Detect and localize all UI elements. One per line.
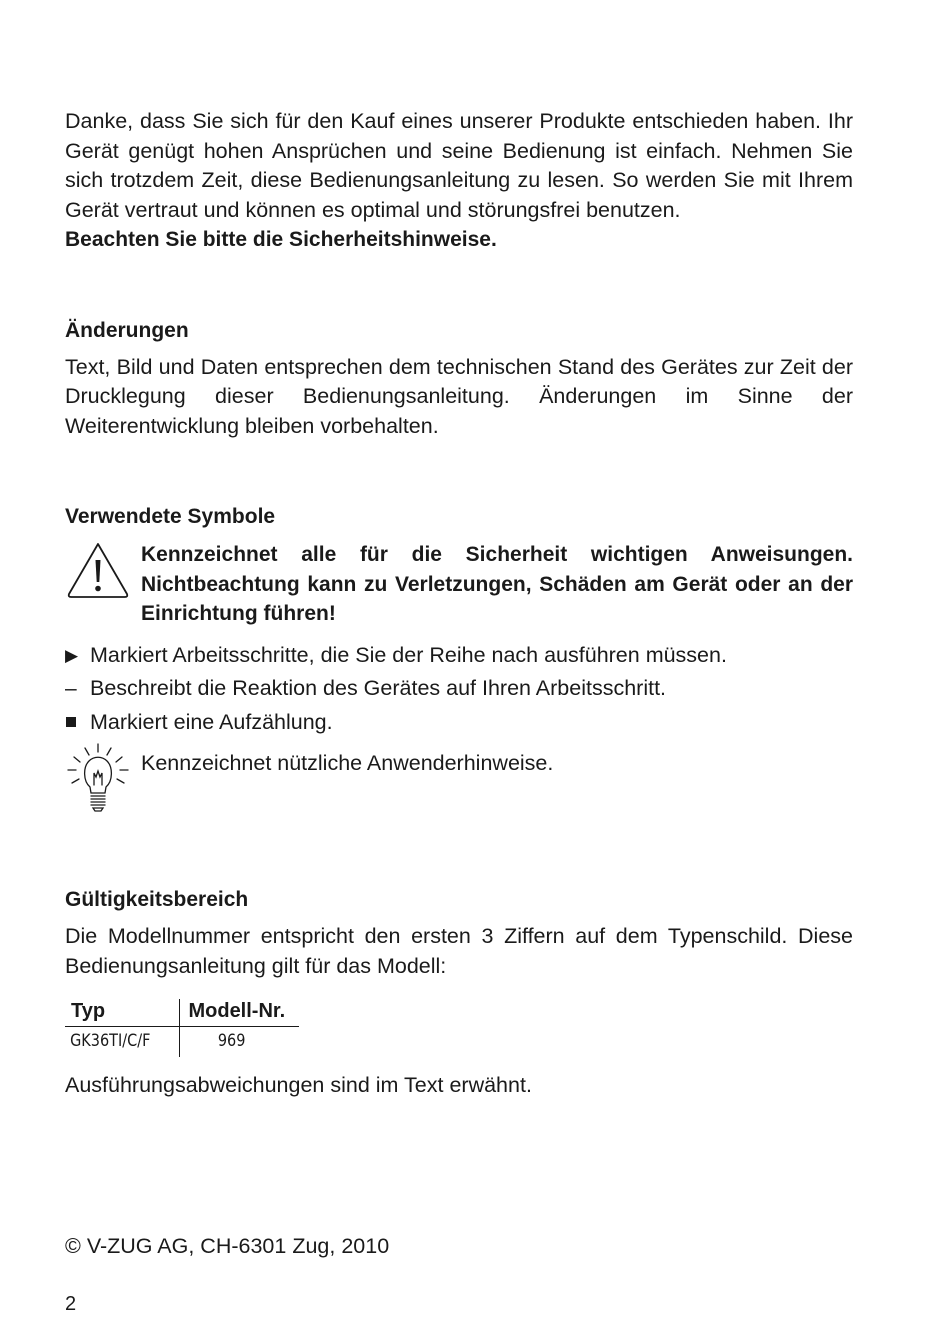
dash-icon: –	[65, 677, 77, 700]
tip-row	[65, 743, 853, 820]
cell-type: GK36TI/C/F	[70, 1031, 151, 1051]
warning-row	[65, 540, 853, 629]
table-row	[65, 1027, 299, 1058]
variants-note: Ausführungsabweichungen sind im Text erwähnt.	[65, 1073, 532, 1097]
column-header-type: Typ	[65, 999, 180, 1027]
changes-heading: Änderungen	[65, 318, 189, 342]
changes-section	[65, 317, 853, 442]
changes-text: Text, Bild und Daten entsprechen dem technischen Stand des Gerätes zur Zeit der Drucklegung dieser Bedienungsanleitung. Änderungen im Sinne der Weiterentwicklung bleiben vorbehalten.	[65, 354, 853, 438]
page-number: 2	[65, 1293, 77, 1315]
square-bullet-icon	[65, 708, 90, 738]
symbol-item-step	[65, 641, 853, 671]
symbol-item-text: Markiert eine Aufzählung.	[90, 709, 333, 734]
symbol-item-list	[65, 708, 853, 738]
page-content	[65, 107, 853, 1101]
warning-text: Kennzeichnet alle für die Sicherheit wichtigen Anweisungen. Nichtbeachtung kann zu Verletzungen, Schäden am Gerät oder an der Einrichtung führen!	[141, 543, 853, 625]
symbols-section	[65, 503, 853, 820]
light-bulb-icon	[65, 743, 141, 820]
copyright: © V-ZUG AG, CH-6301 Zug, 2010	[65, 1234, 390, 1258]
step-arrow-icon: ▶	[65, 645, 79, 665]
intro-section	[65, 107, 853, 255]
symbol-item-reaction	[65, 674, 853, 704]
validity-text: Die Modellnummer entspricht den ersten 3 Ziffern auf dem Typenschild. Diese Bedienungsanleitung gilt für das Modell:	[65, 924, 853, 978]
cell-model: 969	[180, 1027, 281, 1058]
table-header-row	[65, 999, 299, 1027]
intro-paragraph: Danke, dass Sie sich für den Kauf eines unserer Produkte entschieden haben. Ihr Gerät genügt hohen Ansprüchen und seine Bedienung ist einfach. Nehmen Sie sich trotzdem Zeit, diese Bedienungsanleitung zu lesen. So werden Sie mit Ihrem Gerät vertraut und können es optimal und störungsfrei benutzen.	[65, 109, 853, 222]
warning-triangle-icon	[65, 540, 141, 629]
symbol-item-text: Beschreibt die Reaktion des Gerätes auf Ihren Arbeitsschritt.	[90, 676, 667, 700]
column-header-model: Modell-Nr.	[180, 999, 299, 1027]
tip-text: Kennzeichnet nützliche Anwenderhinweise.	[141, 751, 554, 775]
safety-note: Beachten Sie bitte die Sicherheitshinweise.	[65, 228, 497, 251]
symbols-heading: Verwendete Symbole	[65, 505, 276, 528]
model-table	[65, 999, 299, 1057]
validity-heading: Gültigkeitsbereich	[65, 888, 249, 911]
symbol-item-text: Markiert Arbeitsschritte, die Sie der Reihe nach ausführen müssen.	[90, 642, 727, 667]
validity-section	[65, 886, 853, 1101]
